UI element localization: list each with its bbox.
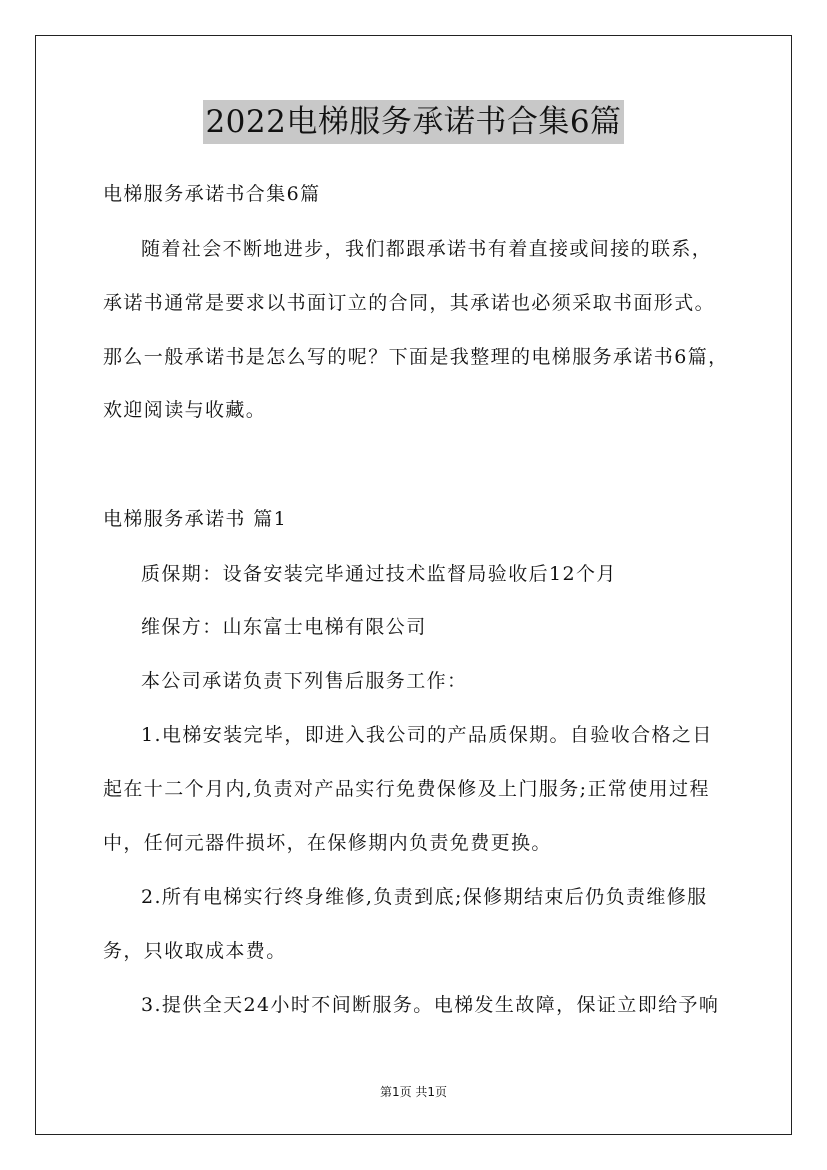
body-line-7: 2.所有电梯实行终身维修,负责到底;保修期结束后仍负责维修服 [141, 886, 708, 908]
body-line-2: 维保方：山东富士电梯有限公司 [141, 616, 427, 638]
body-line-5: 起在十二个月内,负责对产品实行免费保修及上门服务;正常使用过程 [103, 778, 710, 800]
document-title: 2022电梯服务承诺书合集6篇 [203, 100, 623, 144]
body-line-3: 本公司承诺负责下列售后服务工作： [141, 670, 468, 692]
intro-line-1: 随着社会不断地进步，我们都跟承诺书有着直接或间接的联系， [141, 238, 713, 260]
intro-line-3: 那么一般承诺书是怎么写的呢？下面是我整理的电梯服务承诺书6篇， [103, 346, 729, 368]
section-heading: 电梯服务承诺书 篇1 [103, 508, 288, 530]
intro-line-2: 承诺书通常是要求以书面订立的合同，其承诺也必须采取书面形式。 [103, 292, 716, 314]
subtitle: 电梯服务承诺书合集6篇 [103, 183, 321, 205]
title-container [0, 100, 827, 144]
body-line-6: 中，任何元器件损坏，在保修期内负责免费更换。 [103, 832, 552, 854]
body-line-8: 务，只收取成本费。 [103, 940, 287, 962]
intro-line-4: 欢迎阅读与收藏。 [103, 399, 267, 421]
body-line-9: 3.提供全天24小时不间断服务。电梯发生故障，保证立即给予响 [141, 994, 720, 1016]
page-footer: 第1页 共1页 [379, 1085, 448, 1099]
body-line-4: 1.电梯安装完毕，即进入我公司的产品质保期。自验收合格之日 [141, 724, 713, 746]
body-line-1: 质保期：设备安装完毕通过技术监督局验收后12个月 [141, 563, 617, 585]
